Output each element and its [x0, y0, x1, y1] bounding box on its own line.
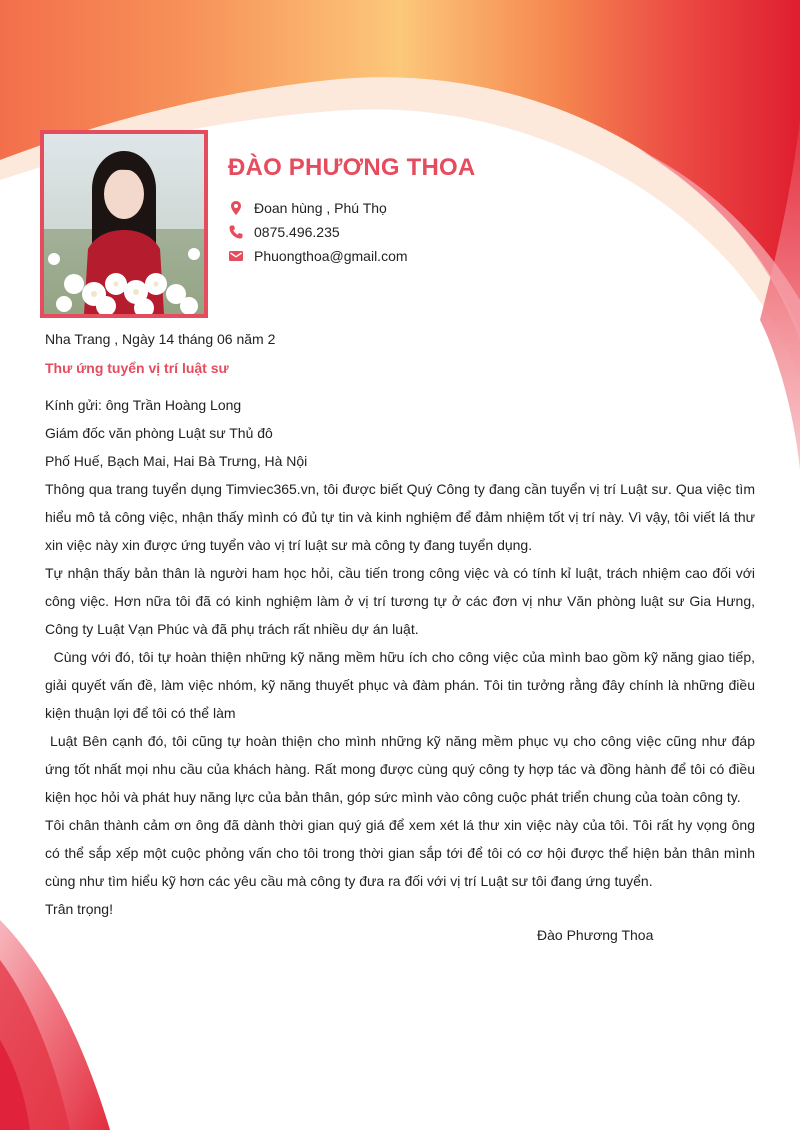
- letter-paragraph: Cùng với đó, tôi tự hoàn thiện những kỹ năng mềm hữu ích cho công việc của mình bao gồm kỹ năng giao tiếp, giải quyết vấn đề, làm việc nhóm, kỹ năng thuyết phục và đàm phán. Tôi tin tưởng rằng đây chính là những điều kiện thuận lợi để tôi có thể làm: [45, 649, 759, 721]
- location-pin-icon: [228, 200, 244, 216]
- applicant-name: ĐÀO PHƯƠNG THOA: [228, 154, 476, 181]
- contact-email: [228, 244, 408, 268]
- recipient-address: Phố Huế, Bạch Mai, Hai Bà Trưng, Hà Nội: [45, 453, 308, 469]
- contact-phone: [228, 220, 408, 244]
- phone-icon: [228, 224, 244, 240]
- profile-photo: [40, 130, 208, 318]
- letter-paragraph: Tôi chân thành cảm ơn ông đã dành thời gian quý giá để xem xét lá thư xin việc này của tôi. Tôi rất hy vọng ông có thể sắp xếp một cuộc phỏng vấn cho tôi trong thời gian sắp tới để tôi có cơ hội được thể hiện bản thân mình cùng như tìm hiểu kỹ hơn các yêu cầu mà công ty đưa ra đối với vị trí Luật sư tôi đang ứng tuyển.: [45, 817, 755, 889]
- letter-paragraph: Tự nhận thấy bản thân là người ham học hỏi, cầu tiến trong công việc và có tính kỉ luật, trách nhiệm cao đối với công việc. Hơn nữa tôi đã có kinh nghiệm làm ở vị trí tương tự ở các đơn vị như Văn phòng luật sư Gia Hưng, Công ty Luật Vạn Phúc và đã phụ trách rất nhiều dự án luật.: [45, 565, 755, 637]
- envelope-icon: [228, 248, 244, 264]
- closing-line: Trân trọng!: [45, 901, 113, 917]
- letter-body: [45, 391, 759, 923]
- date-line: Nha Trang , Ngày 14 tháng 06 năm 2: [45, 331, 276, 347]
- address-text: Đoan hùng , Phú Thọ: [254, 200, 387, 216]
- email-text[interactable]: Phuongthoa@gmail.com: [254, 248, 408, 264]
- recipient-title: Giám đốc văn phòng Luật sư Thủ đô: [45, 425, 273, 441]
- letter-paragraph: Luật Bên cạnh đó, tôi cũng tự hoàn thiện cho mình những kỹ năng mềm phục vụ cho công việc cũng như đáp ứng tốt nhất mọi nhu cầu của khách hàng. Rất mong được cùng quý công ty hợp tác và đồng hành để tôi có điều kiện học hỏi và phát huy năng lực của bản thân, góp sức mình vào công cuộc phát triển chung của toàn công ty.: [45, 733, 759, 805]
- contact-info: [228, 196, 408, 268]
- letter-subject: Thư ứng tuyển vị trí luật sư: [45, 360, 229, 376]
- signature-name: Đào Phương Thoa: [537, 927, 654, 943]
- letter-paragraph: Thông qua trang tuyển dụng Timviec365.vn, tôi được biết Quý Công ty đang cần tuyển vị trí Luật sư. Qua việc tìm hiểu mô tả công việc, nhận thấy mình có đủ tự tin và kinh nghiệm để đảm nhiệm tốt vị trí này. Vì vậy, tôi viết lá thư xin việc này xin được ứng tuyển vào vị trí luật sư mà công ty đang tuyển dụng.: [45, 481, 755, 553]
- contact-address: [228, 196, 408, 220]
- recipient-line: Kính gửi: ông Trần Hoàng Long: [45, 397, 242, 413]
- phone-text: 0875.496.235: [254, 224, 340, 240]
